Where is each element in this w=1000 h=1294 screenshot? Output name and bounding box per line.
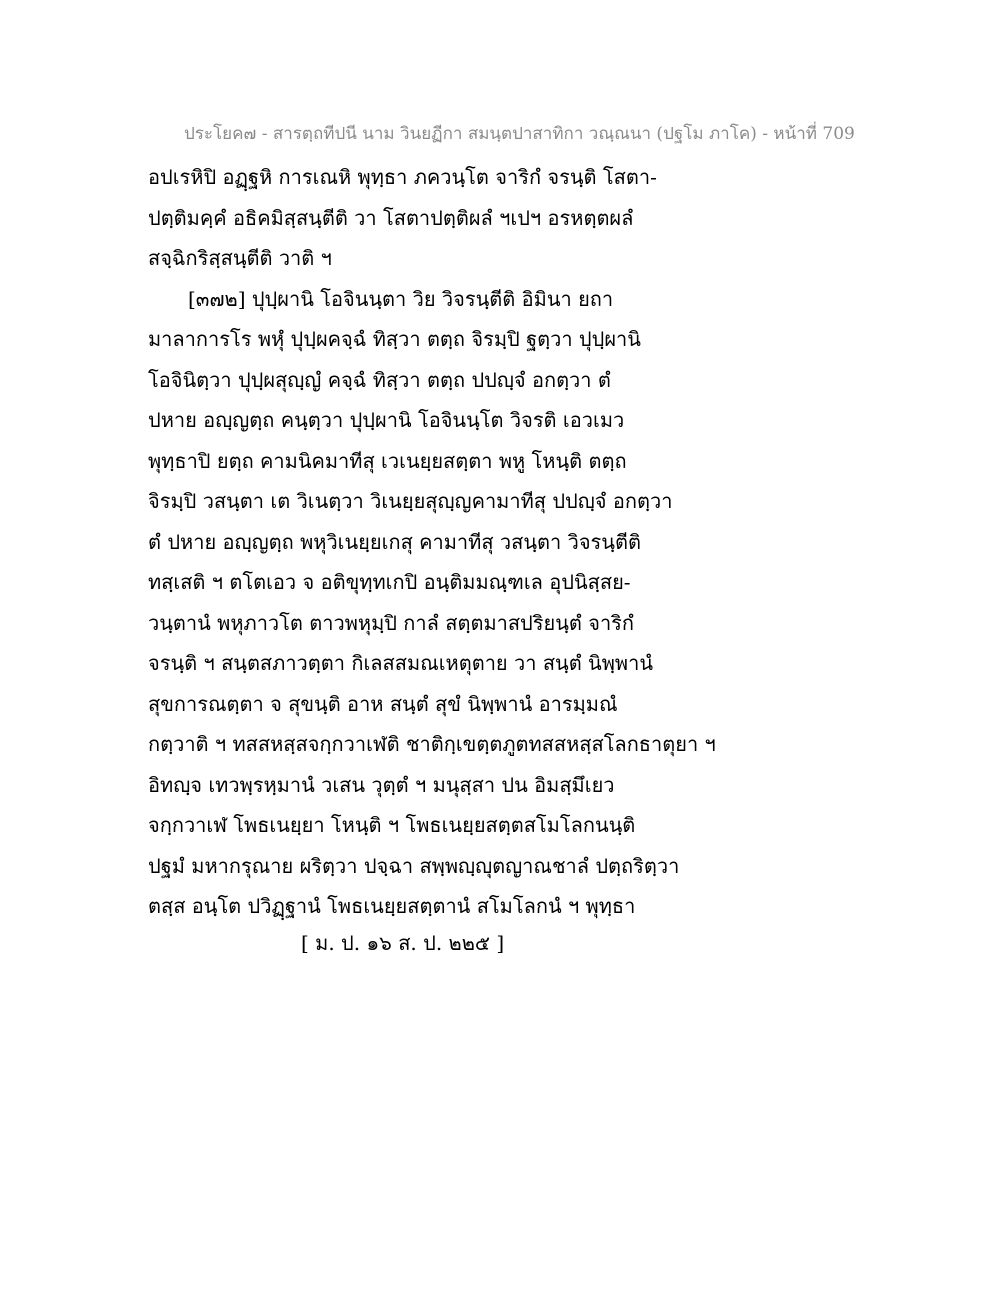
text-line: มาลาการโร พหุํ ปุปฺผคจฺฉํ ทิสฺวา ตตฺถ จิรมฺปิ ฐตฺวา ปุปฺผานิ xyxy=(148,327,641,351)
text-line: ตํ ปหาย อญฺญตฺถ พหุวิเนยฺยเกสุ คามาทีสุ วสนฺตา วิจรนฺตีติ xyxy=(148,529,641,554)
page-header: ประโยค๗ - สารตฺถทีปนี นาม วินยฏีกา สมนฺตปาสาทิกา วณฺณนา (ปฐโม ภาโค) - หน้าที่ 709 xyxy=(184,124,855,144)
text-line: ปฐมํ มหากรุณาย ผริตฺวา ปจฺฉา สพฺพญฺญุตญาณชาลํ ปตฺถริตฺวา xyxy=(148,853,680,878)
text-line: ตสฺส อนฺโต ปวิฏฺฐานํ โพธเนยฺยสตฺตานํ สโมโลกนํ ฯ พุทฺธา xyxy=(148,894,636,918)
text-line: กตฺวาติ ฯ ทสสหสฺสจกฺกวาเฬติ ชาติกฺเขตฺตภูตทสสหสฺสโลกธาตุยา ฯ xyxy=(148,732,716,756)
footnote-reference: [ ม. ป. ๑๖ ส. ป. ๒๒๕ ] xyxy=(301,930,505,955)
text-line: โอจินิตฺวา ปุปฺผสุญฺญํ คจฺฉํ ทิสฺวา ตตฺถ ปปญฺจํ อกตฺวา ตํ xyxy=(148,367,611,392)
text-line: พุทฺธาปิ ยตฺถ คามนิคมาทีสุ เวเนยฺยสตฺตา พหู โหนฺติ ตตฺถ xyxy=(148,448,627,473)
text-line: ปหาย อญฺญตฺถ คนฺตฺวา ปุปฺผานิ โอจินนฺโต วิจรติ เอวเมว xyxy=(148,408,625,432)
text-line: อปเรหิปิ อฏฺฐหิ การเณหิ พุทฺธา ภควนฺโต จาริกํ จรนฺติ โสตา- xyxy=(148,165,657,189)
text-line: จกฺกวาเฬ โพธเนยฺยา โหนฺติ ฯ โพธเนยฺยสตฺตสโมโลกนนฺติ xyxy=(148,813,636,837)
text-line: วนฺตานํ พหุภาวโต ตาวพหุมฺปิ กาลํ สตฺตมาสปริยนฺตํ จาริกํ xyxy=(148,610,635,635)
text-line: จิรมฺปิ วสนฺตา เต วิเนตฺวา วิเนยฺยสุญฺญคามาทีสุ ปปญฺจํ อกตฺวา xyxy=(148,489,673,513)
text-line: ปตฺติมคฺคํ อธิคมิสฺสนฺตีติ วา โสตาปตฺติผลํ ฯเปฯ อรหตฺตผลํ xyxy=(148,205,634,230)
text-line: จรนฺติ ฯ สนฺตสภาวตฺตา กิเลสสมณเหตุตาย วา สนฺตํ นิพฺพานํ xyxy=(148,651,653,675)
paragraph-start-line: [๓๗๒] ปุปฺผานิ โอจินนฺตา วิย วิจรนฺตีติ อิมินา ยถา xyxy=(188,286,614,311)
text-line: สุขการณตฺตา จ สุขนฺติ อาห สนฺตํ สุขํ นิพฺพานํ อารมฺมณํ xyxy=(148,691,618,716)
text-line: อิทญฺจ เทวพฺรหฺมานํ วเสน วุตฺตํ ฯ มนุสฺสา ปน อิมสฺมึเยว xyxy=(148,772,615,797)
text-line: ทสฺเสติ ฯ ตโตเอว จ อติขุทฺทเกปิ อนฺติมมณฺฑเล อุปนิสฺสย- xyxy=(148,570,631,594)
text-line: สจฺฉิกริสฺสนฺตีติ วาติ ฯ xyxy=(148,246,332,270)
body-text xyxy=(148,157,868,959)
